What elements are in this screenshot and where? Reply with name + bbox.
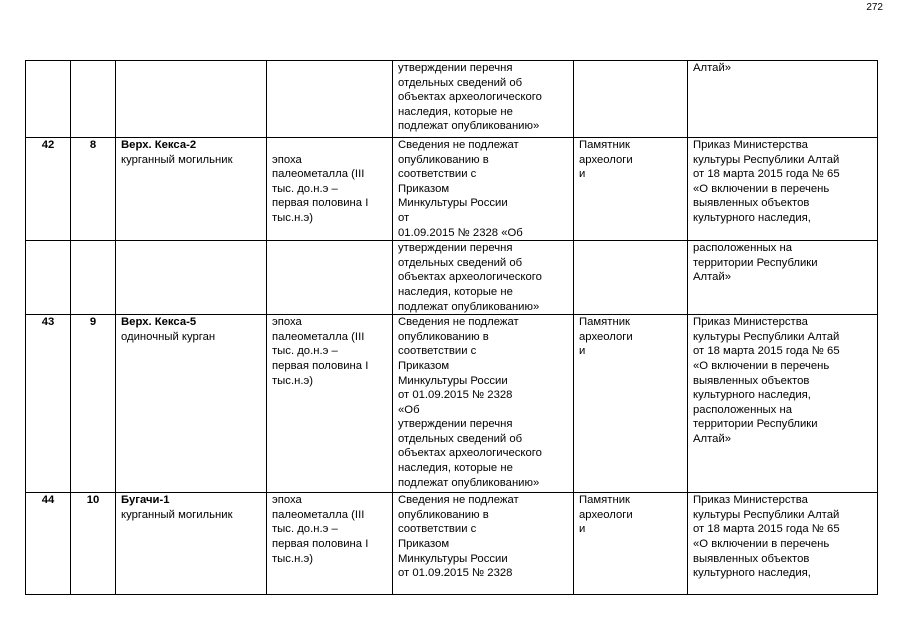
- cell-line: наследия, которые не: [398, 285, 513, 298]
- cell-line: Памятник: [579, 316, 630, 329]
- cell-line: соответствии с: [398, 168, 477, 181]
- cell-line: Памятник: [579, 139, 630, 151]
- cell-line: Алтай»: [693, 432, 732, 445]
- cell-document: [688, 315, 878, 493]
- cell-line: культуры Республики Алтай: [693, 330, 840, 343]
- cell-line: первая половина I: [272, 197, 369, 210]
- cell-line: Сведения не подлежат: [398, 316, 519, 329]
- cell-line: наследия, которые не: [398, 105, 513, 118]
- cell-dating: [267, 493, 393, 595]
- cell-sub-number: 10: [71, 493, 116, 595]
- cell-line: эпоха: [272, 316, 302, 329]
- cell-line: и: [579, 168, 586, 181]
- cell-line: 01.09.2015 № 2328 «Об: [398, 226, 523, 239]
- cell-line: тыс. до.н.э –: [272, 182, 338, 195]
- cell-line: археологи: [579, 153, 633, 166]
- cell-line: утверждении перечня: [398, 418, 513, 431]
- cell-location-info: [393, 61, 574, 138]
- cell-line: Сведения не подлежат: [398, 139, 519, 151]
- cell-line: от 01.09.2015 № 2328: [398, 567, 513, 580]
- cell-line: палеометалла (III: [272, 168, 365, 181]
- cell-line: тыс. до.н.э –: [272, 523, 338, 536]
- cell-line: палеометалла (III: [272, 508, 365, 521]
- cell-number: 43: [26, 315, 71, 493]
- cell-line: эпоха: [272, 494, 302, 507]
- cell-line: «О включении в перечень: [693, 359, 830, 372]
- cell-line: «О включении в перечень: [693, 537, 830, 550]
- cell-line: опубликованию в: [398, 508, 489, 521]
- cell-number: [26, 61, 71, 138]
- cell-location-info: [393, 241, 574, 315]
- cell-object-name: [116, 61, 267, 138]
- cell-line: соответствии с: [398, 345, 477, 358]
- cell-line: выявленных объектов: [693, 374, 810, 387]
- cell-line: «Об: [398, 403, 420, 416]
- cell-line: объектах археологического: [398, 447, 542, 460]
- cell-line: отдельных сведений об: [398, 256, 523, 269]
- cell-line: Сведения не подлежат: [398, 494, 519, 507]
- cell-line: Приказом: [398, 359, 450, 372]
- cell-location-info: [393, 138, 574, 241]
- cell-line: археологи: [579, 508, 633, 521]
- cell-line: от 18 марта 2015 года № 65: [693, 523, 840, 536]
- cell-line: объектах археологического: [398, 271, 542, 284]
- cell-line: и: [579, 345, 586, 358]
- cell-line: Приказ Министерства: [693, 139, 808, 151]
- cell-line: от 18 марта 2015 года № 65: [693, 345, 840, 358]
- cell-line: объектах археологического: [398, 91, 542, 104]
- cell-document: [688, 241, 878, 315]
- cell-category: [574, 493, 688, 595]
- cell-dating: [267, 138, 393, 241]
- table-row: [26, 493, 878, 595]
- cell-line: тыс. до.н.э –: [272, 345, 338, 358]
- cell-sub-number: 9: [71, 315, 116, 493]
- cell-location-info: [393, 315, 574, 493]
- cell-line: первая половина I: [272, 359, 369, 372]
- cell-line: наследия, которые не: [398, 462, 513, 475]
- cell-line: Приказом: [398, 182, 450, 195]
- cell-line: утверждении перечня: [398, 62, 513, 74]
- cell-line: тыс.н.э): [272, 552, 313, 565]
- cell-sub-number: 8: [71, 138, 116, 241]
- cell-line: отдельных сведений об: [398, 76, 523, 89]
- cell-line: от 01.09.2015 № 2328: [398, 389, 513, 402]
- table-row: [26, 315, 878, 493]
- cell-location-info: [393, 493, 574, 595]
- cell-line: выявленных объектов: [693, 197, 810, 210]
- cell-category: [574, 61, 688, 138]
- cell-object-name: [116, 138, 267, 241]
- cell-sub-number: [71, 61, 116, 138]
- cell-line: одиночный курган: [121, 330, 216, 343]
- cell-line: подлежат опубликованию»: [398, 300, 540, 313]
- cell-number: [26, 241, 71, 315]
- cell-line: курганный могильник: [121, 153, 233, 166]
- table-row: [26, 241, 878, 315]
- cell-dating: [267, 315, 393, 493]
- cell-line: опубликованию в: [398, 153, 489, 166]
- table-body: [26, 61, 878, 595]
- cell-line: расположенных на: [693, 242, 792, 255]
- cell-line: Приказ Министерства: [693, 494, 808, 507]
- cell-line: подлежат опубликованию»: [398, 476, 540, 489]
- cell-line: утверждении перечня: [398, 242, 513, 255]
- cell-document: [688, 61, 878, 138]
- cell-line: расположенных на: [693, 403, 792, 416]
- table-row: [26, 61, 878, 138]
- cell-line: палеометалла (III: [272, 330, 365, 343]
- cell-category: [574, 315, 688, 493]
- cell-line: культурного наследия,: [693, 567, 811, 580]
- cell-line: от: [398, 211, 410, 224]
- cell-line: тыс.н.э): [272, 211, 313, 224]
- cell-line: опубликованию в: [398, 330, 489, 343]
- cell-number: 42: [26, 138, 71, 241]
- cell-line: Минкультуры России: [398, 197, 508, 210]
- cell-line: Памятник: [579, 494, 630, 507]
- cell-category: [574, 241, 688, 315]
- cell-line: Алтай»: [693, 62, 732, 74]
- table-row: [26, 138, 878, 241]
- cell-line: Алтай»: [693, 271, 732, 284]
- cell-line: археологи: [579, 330, 633, 343]
- cell-number: 44: [26, 493, 71, 595]
- cell-object-name: [116, 241, 267, 315]
- cell-line: отдельных сведений об: [398, 432, 523, 445]
- cell-line: от 18 марта 2015 года № 65: [693, 168, 840, 181]
- cell-line: [272, 138, 387, 153]
- cell-line: Верх. Кекса-2: [121, 139, 197, 151]
- cell-line: соответствии с: [398, 523, 477, 536]
- cell-line: Верх. Кекса-5: [121, 316, 197, 329]
- cell-object-name: [116, 493, 267, 595]
- cell-sub-number: [71, 241, 116, 315]
- page-number: 272: [866, 2, 883, 13]
- cell-dating: [267, 241, 393, 315]
- cell-line: Бугачи-1: [121, 494, 170, 507]
- cell-line: выявленных объектов: [693, 552, 810, 565]
- cell-line: Минкультуры России: [398, 552, 508, 565]
- cell-line: и: [579, 523, 586, 536]
- cell-line: территории Республики: [693, 418, 818, 431]
- cell-line: тыс.н.э): [272, 374, 313, 387]
- cell-line: культурного наследия,: [693, 211, 811, 224]
- cell-line: курганный могильник: [121, 508, 233, 521]
- cell-line: «О включении в перечень: [693, 182, 830, 195]
- heritage-register-table: [25, 60, 878, 595]
- cell-line: культурного наследия,: [693, 389, 811, 402]
- cell-line: культуры Республики Алтай: [693, 153, 840, 166]
- cell-line: культуры Республики Алтай: [693, 508, 840, 521]
- cell-category: [574, 138, 688, 241]
- cell-line: Приказ Министерства: [693, 316, 808, 329]
- cell-line: Приказом: [398, 537, 450, 550]
- cell-object-name: [116, 315, 267, 493]
- cell-line: территории Республики: [693, 256, 818, 269]
- cell-line: эпоха: [272, 153, 302, 166]
- cell-dating: [267, 61, 393, 138]
- cell-line: Минкультуры России: [398, 374, 508, 387]
- cell-line: первая половина I: [272, 537, 369, 550]
- cell-document: [688, 493, 878, 595]
- cell-line: подлежат опубликованию»: [398, 120, 540, 133]
- cell-document: [688, 138, 878, 241]
